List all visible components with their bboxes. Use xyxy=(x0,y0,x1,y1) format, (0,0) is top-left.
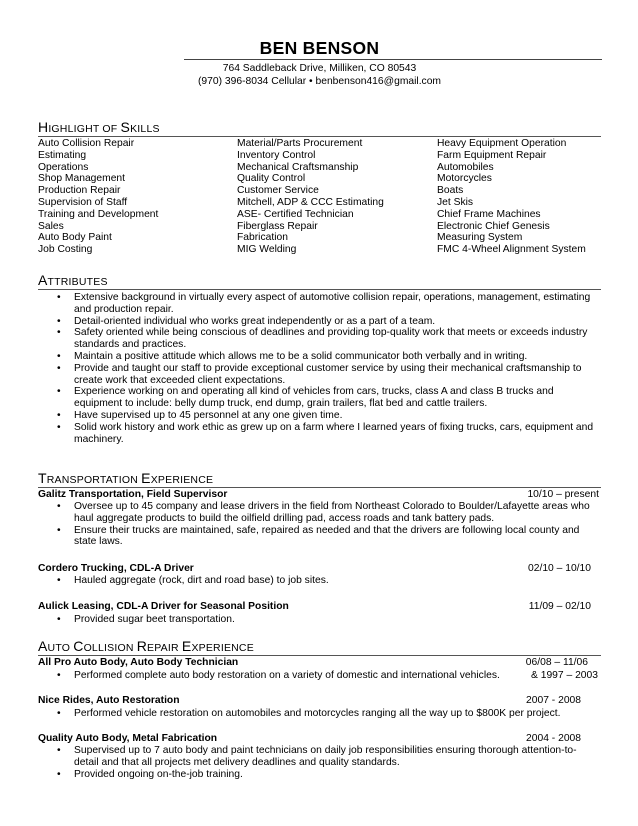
collision-divider xyxy=(38,655,601,656)
list-item: • Provided ongoing on-the-job training. xyxy=(57,768,243,780)
job-title: Cordero Trucking, CDL-A Driver xyxy=(38,563,194,574)
skill-item: Customer Service xyxy=(237,185,319,197)
attributes-heading: ATTRIBUTES xyxy=(38,272,108,288)
transportation-divider xyxy=(38,487,601,488)
skill-item: FMC 4-Wheel Alignment System xyxy=(437,244,586,256)
list-item: • Have supervised up to 45 personnel at any one given time. xyxy=(57,409,343,421)
list-item: • Safety oriented while being conscious of deadlines and providing top-quality work that meets or exceeds industry standards and practices. xyxy=(57,327,588,351)
list-item: • Solid work history and work ethic as grew up on a farm where I learned years of fixing trucks, cars, equipment and machinery. xyxy=(57,421,594,445)
job-title: Galitz Transportation, Field Supervisor xyxy=(38,489,228,500)
job-bullet-list xyxy=(38,708,598,720)
list-item: • Performed complete auto body restoration on a variety of domestic and international vehicles. xyxy=(57,670,500,681)
skill-item: Boats xyxy=(437,185,464,197)
skill-item: Production Repair xyxy=(38,185,121,197)
list-item: • Extensive background in virtually every aspect of automotive collision repair, operations, management, estimating and production repair. xyxy=(57,292,591,315)
job-dates: 2007 - 2008 xyxy=(526,695,581,706)
skill-item: Inventory Control xyxy=(237,149,316,161)
list-item: • Performed vehicle restoration on automobiles and motorcycles ranging all the way up to $800K per project. xyxy=(57,708,561,719)
skill-item: Sales xyxy=(38,220,64,232)
name-divider xyxy=(184,59,602,60)
bullet-glyph: • xyxy=(57,292,61,303)
skill-item: Estimating xyxy=(38,149,87,161)
bullet-glyph: • xyxy=(57,501,61,512)
skill-item: Automobiles xyxy=(437,161,494,173)
skill-item: Operations xyxy=(38,161,89,173)
bullet-glyph: • xyxy=(57,315,61,327)
bullet-glyph: • xyxy=(57,327,61,339)
skill-item: Material/Parts Procurement xyxy=(237,138,363,149)
skill-item: Quality Control xyxy=(237,173,306,185)
bullet-glyph: • xyxy=(57,745,61,756)
list-item: • Provided sugar beet transportation. xyxy=(57,614,235,625)
bullet-glyph: • xyxy=(57,524,61,536)
skill-item: Shop Management xyxy=(38,173,126,185)
job-dates: 10/10 – present xyxy=(527,489,599,500)
skill-item: Jet Skis xyxy=(437,196,474,208)
job-bullet-list xyxy=(38,501,598,548)
bullet-glyph: • xyxy=(57,670,61,681)
attributes-list xyxy=(38,292,601,445)
list-item: • Experience working on and operating all kind of vehicles from cars, trucks, class A and class B trucks and equipment to include: belly dump truck, end dump, grain trailers, flat bed and cattle trailers. xyxy=(57,386,554,410)
job-title: Aulick Leasing, CDL-A Driver for Seasonal Position xyxy=(38,601,289,612)
skill-item: Chief Frame Machines xyxy=(437,208,541,220)
skill-item: Mechanical Craftsmanship xyxy=(237,161,359,173)
skill-item: MIG Welding xyxy=(237,244,297,256)
skills-heading: HIGHLIGHT OF SKILLS xyxy=(38,119,160,135)
job-bullet-list xyxy=(38,670,508,682)
job-title: All Pro Auto Body, Auto Body Technician xyxy=(38,657,239,668)
skills-column-1 xyxy=(38,138,158,256)
job-bullet-list xyxy=(38,745,598,780)
job-title: Nice Rides, Auto Restoration xyxy=(38,695,180,706)
skill-item: Fiberglass Repair xyxy=(237,220,318,232)
job-bullet-list xyxy=(38,614,598,626)
skill-item: Farm Equipment Repair xyxy=(437,149,547,161)
transportation-heading: TRANSPORTATION EXPERIENCE xyxy=(38,470,214,486)
skills-divider xyxy=(38,136,601,137)
bullet-glyph: • xyxy=(57,614,61,625)
skill-item: ASE- Certified Technician xyxy=(237,208,354,220)
job-dates: 06/08 – 11/06 xyxy=(525,657,588,668)
list-item: • Hauled aggregate (rock, dirt and road base) to job sites. xyxy=(57,575,329,586)
skill-item: Supervision of Staff xyxy=(38,196,128,208)
bullet-glyph: • xyxy=(57,362,61,374)
bullet-glyph: • xyxy=(57,350,61,362)
list-item: • Ensure their trucks are maintained, safe, repaired as needed and that the drivers are following local county and state laws. xyxy=(57,524,580,548)
candidate-name: BEN BENSON xyxy=(259,38,380,58)
collision-heading: AUTO COLLISION REPAIR EXPERIENCE xyxy=(38,638,254,654)
skill-item: Auto Collision Repair xyxy=(38,138,135,149)
skill-item: Heavy Equipment Operation xyxy=(437,138,567,149)
job-dates: 11/09 – 02/10 xyxy=(528,601,591,612)
attributes-divider xyxy=(38,289,601,290)
skill-item: Job Costing xyxy=(38,244,93,256)
skill-item: Auto Body Paint xyxy=(38,232,112,244)
list-item: • Maintain a positive attitude which allows me to be a solid communicator both verbally and in writing. xyxy=(57,350,528,362)
bullet-glyph: • xyxy=(57,768,61,780)
list-item: • Oversee up to 45 company and lease drivers in the field from Northeast Colorado to Boulder/Lafayette areas who haul aggregate products to build the oilfield drilling pad, access roads and tank battery pads. xyxy=(57,501,590,524)
skills-column-2 xyxy=(237,138,384,256)
bullet-glyph: • xyxy=(57,575,61,586)
list-item: • Detail-oriented individual who works great independently or as a part of a team. xyxy=(57,315,436,327)
skill-item: Training and Development xyxy=(38,208,159,220)
job-dates-secondary: & 1997 – 2003 xyxy=(531,670,598,681)
bullet-glyph: • xyxy=(57,421,61,433)
address-line: 764 Saddleback Drive, Milliken, CO 80543 xyxy=(222,63,417,74)
bullet-glyph: • xyxy=(57,708,61,719)
contact-line: (970) 396-8034 Cellular • benbenson416@gmail.com xyxy=(197,76,442,87)
skills-column-3 xyxy=(437,138,586,256)
bullet-glyph: • xyxy=(57,409,61,421)
skill-item: Fabrication xyxy=(237,232,288,244)
job-title: Quality Auto Body, Metal Fabrication xyxy=(38,733,218,744)
skill-item: Measuring System xyxy=(437,232,523,244)
bullet-glyph: • xyxy=(57,386,61,398)
job-dates: 2004 - 2008 xyxy=(526,733,581,744)
skill-item: Motorcycles xyxy=(437,173,492,185)
skill-item: Mitchell, ADP & CCC Estimating xyxy=(237,196,384,208)
job-dates: 02/10 – 10/10 xyxy=(528,563,591,574)
list-item: • Provide and taught our staff to provide exceptional customer service by using their mechanical craftsmanship to create work that exceeded client expectations. xyxy=(57,362,582,386)
list-item: • Supervised up to 7 auto body and paint technicians on daily job responsibilities ensuring thorough attention-to- detail and that all projects met delivery deadlines and quality standards. xyxy=(57,745,577,768)
job-bullet-list xyxy=(38,575,598,587)
skill-item: Electronic Chief Genesis xyxy=(437,220,550,232)
